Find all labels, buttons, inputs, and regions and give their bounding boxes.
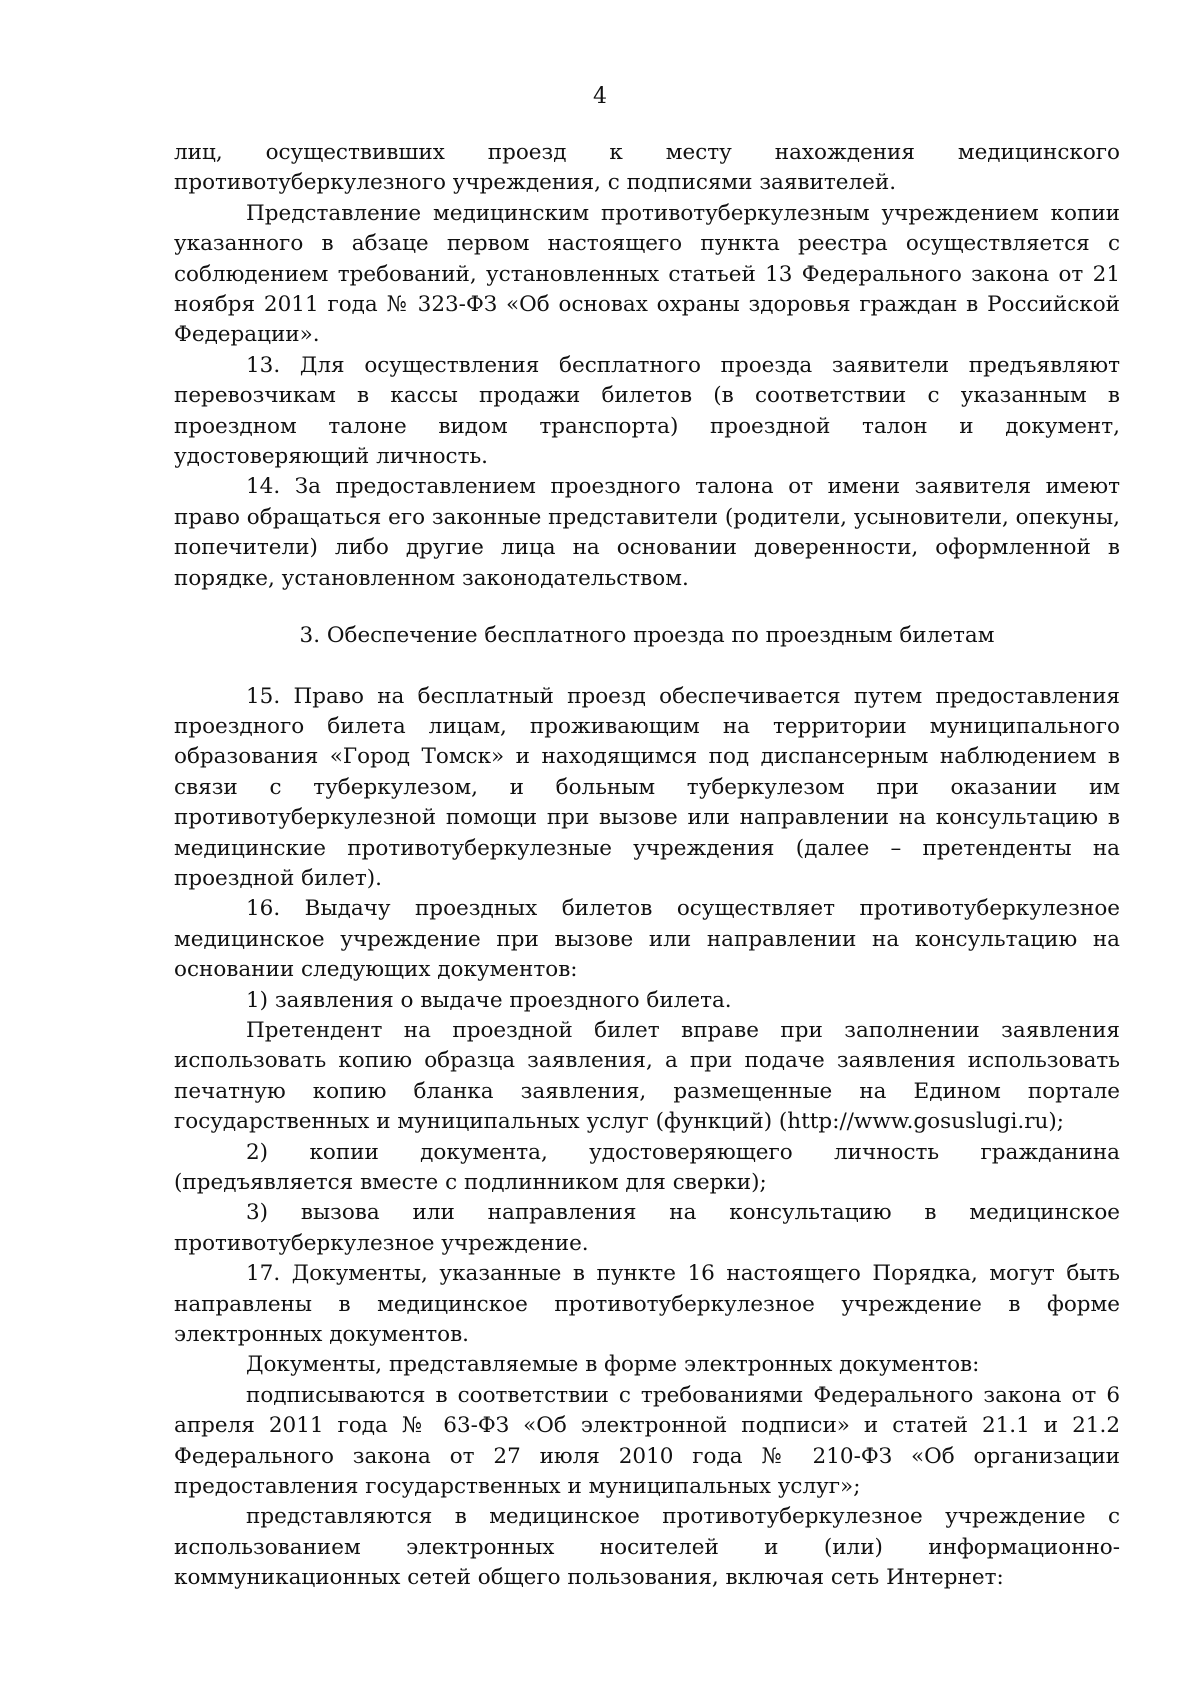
paragraph-item-16: 16. Выдачу проездных билетов осуществляет противотуберкулезное медицинское учреждение при вызове или направлении на консультацию на основании следующих документов:	[174, 896, 1120, 983]
paragraph-item-14: 14. За предоставлением проездного талона от имени заявителя имеют право обращаться его законные представители (родители, усыновители, опекуны, попечители) либо другие лица на основании доверенности, оформленной в порядке, установленном законодательством.	[174, 474, 1120, 591]
page-number: 4	[593, 84, 607, 109]
paragraph-subitem-1: 1) заявления о выдаче проездного билета.	[246, 987, 732, 1013]
paragraph-continuation: лиц, осуществивших проезд к месту нахождения медицинского противотуберкулезного учреждения, с подписями заявителей.	[174, 140, 1120, 196]
document-body	[174, 138, 1120, 1594]
paragraph-item-13: 13. Для осуществления бесплатного проезда заявители предъявляют перевозчикам в кассы продажи билетов (в соответствии с указанным в проездном талоне видом транспорта) проездной талон и документ, удостоверяющий личность.	[174, 352, 1120, 470]
paragraph-item-15: 15. Право на бесплатный проезд обеспечивается путем предоставления проездного билета лицам, проживающим на территории муниципального образования «Город Томск» и находящимся под диспансерным наблюдением в связи с туберкулезом, и больным туберкулезом при оказании им противотуберкулезной помощи при вызове или направлении на консультацию в медицинские противотуберкулезные учреждения (далее – претенденты на проездной билет).	[174, 683, 1120, 891]
paragraph-signed: подписываются в соответствии с требованиями Федерального закона от 6 апреля 2011 года № 63-ФЗ «Об электронной подписи» и статей 21.1 и 21.2 Федерального закона от 27 июля 2010 года № 210-ФЗ «Об организации предоставления государственных и муниципальных услуг»;	[174, 1382, 1120, 1500]
paragraph-submitted: представляются в медицинское противотуберкулезное учреждение с использованием электронных носителей и (или) информационно-коммуникационных сетей общего пользования, включая сеть Интернет:	[174, 1504, 1120, 1591]
paragraph-electronic-docs: Документы, представляемые в форме электронных документов:	[246, 1352, 980, 1378]
paragraph-subitem-3: 3) вызова или направления на консультацию в медицинское противотуберкулезное учреждение.	[174, 1200, 1120, 1256]
section-heading: 3. Обеспечение бесплатного проезда по проездным билетам	[299, 623, 995, 649]
paragraph-registry-copy: Представление медицинским противотуберкулезным учреждением копии указанного в абзаце первом настоящего пункта реестра осуществляется с соблюдением требований, установленных статьей 13 Федерального закона от 21 ноября 2011 года № 323-ФЗ «Об основах охраны здоровья граждан в Российской Федерации».	[174, 200, 1120, 348]
paragraph-subitem-2: 2) копии документа, удостоверяющего личность гражданина (предъявляется вместе с подлинником для сверки);	[174, 1139, 1120, 1195]
paragraph-applicant-form: Претендент на проездной билет вправе при заполнении заявления использовать копию образца заявления, а при подаче заявления использовать печатную копию бланка заявления, размещенные на Едином портале государственных и муниципальных услуг (функций) (http://www.gosuslugi.ru);	[174, 1017, 1120, 1135]
paragraph-item-17: 17. Документы, указанные в пункте 16 настоящего Порядка, могут быть направлены в медицинское противотуберкулезное учреждение в форме электронных документов.	[174, 1261, 1120, 1348]
